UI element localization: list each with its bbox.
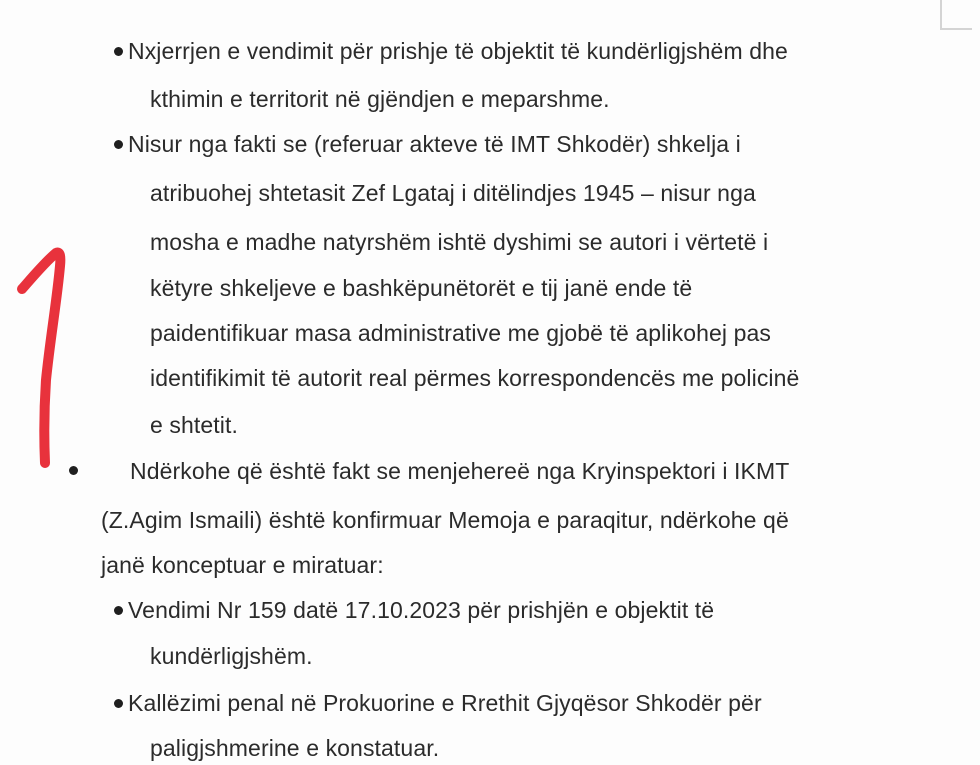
list-item-3-line-1: Ndërkohe që është fakt se menjehereë nga Kryinspektori i IKMT bbox=[130, 458, 790, 484]
list-item-2-line-3: mosha e madhe natyrshëm ishtë dyshimi se autori i vërtetë i bbox=[150, 229, 769, 255]
list-item-1-line-2: kthimin e territorit në gjëndjen e meparshme. bbox=[150, 86, 610, 112]
list-item-5-line-1: Kallëzimi penal në Prokuorine e Rrethit Gjyqësor Shkodër për bbox=[128, 690, 762, 716]
bullet-icon bbox=[114, 140, 123, 149]
list-item-2-line-7: e shtetit. bbox=[150, 412, 238, 438]
bullet-icon bbox=[69, 466, 78, 475]
bullet-icon bbox=[114, 47, 123, 56]
list-item-3-line-2: (Z.Agim Ismaili) është konfirmuar Memoja e paraqitur, ndërkohe që bbox=[101, 507, 789, 533]
list-item-3-line-3: janë konceptuar e miratuar: bbox=[101, 552, 384, 578]
list-item-2-line-5: paidentifikuar masa administrative me gjobë të aplikohej pas bbox=[150, 320, 771, 346]
list-item-5-line-2: paligjshmerine e konstatuar. bbox=[150, 735, 440, 761]
list-item-2-line-4: këtyre shkeljeve e bashkëpunëtorët e tij janë ende të bbox=[150, 275, 693, 301]
list-item-1-line-1: Nxjerrjen e vendimit për prishje të objektit të kundërligjshëm dhe bbox=[128, 38, 788, 64]
red-mark-stroke bbox=[22, 253, 60, 463]
list-item-4-line-1: Vendimi Nr 159 datë 17.10.2023 për prishjën e objektit të bbox=[128, 597, 715, 623]
page-corner-mark bbox=[940, 0, 972, 30]
bullet-icon bbox=[114, 606, 123, 615]
list-item-2-line-2: atribuohej shtetasit Zef Lgataj i ditëlindjes 1945 – nisur nga bbox=[150, 180, 756, 206]
list-item-2-line-1: Nisur nga fakti se (referuar akteve të IMT Shkodër) shkelja i bbox=[128, 131, 741, 157]
bullet-icon bbox=[114, 699, 123, 708]
list-item-2-line-6: identifikimit të autorit real përmes korrespondencës me policinë bbox=[150, 365, 800, 391]
list-item-4-line-2: kundërligjshëm. bbox=[150, 643, 313, 669]
